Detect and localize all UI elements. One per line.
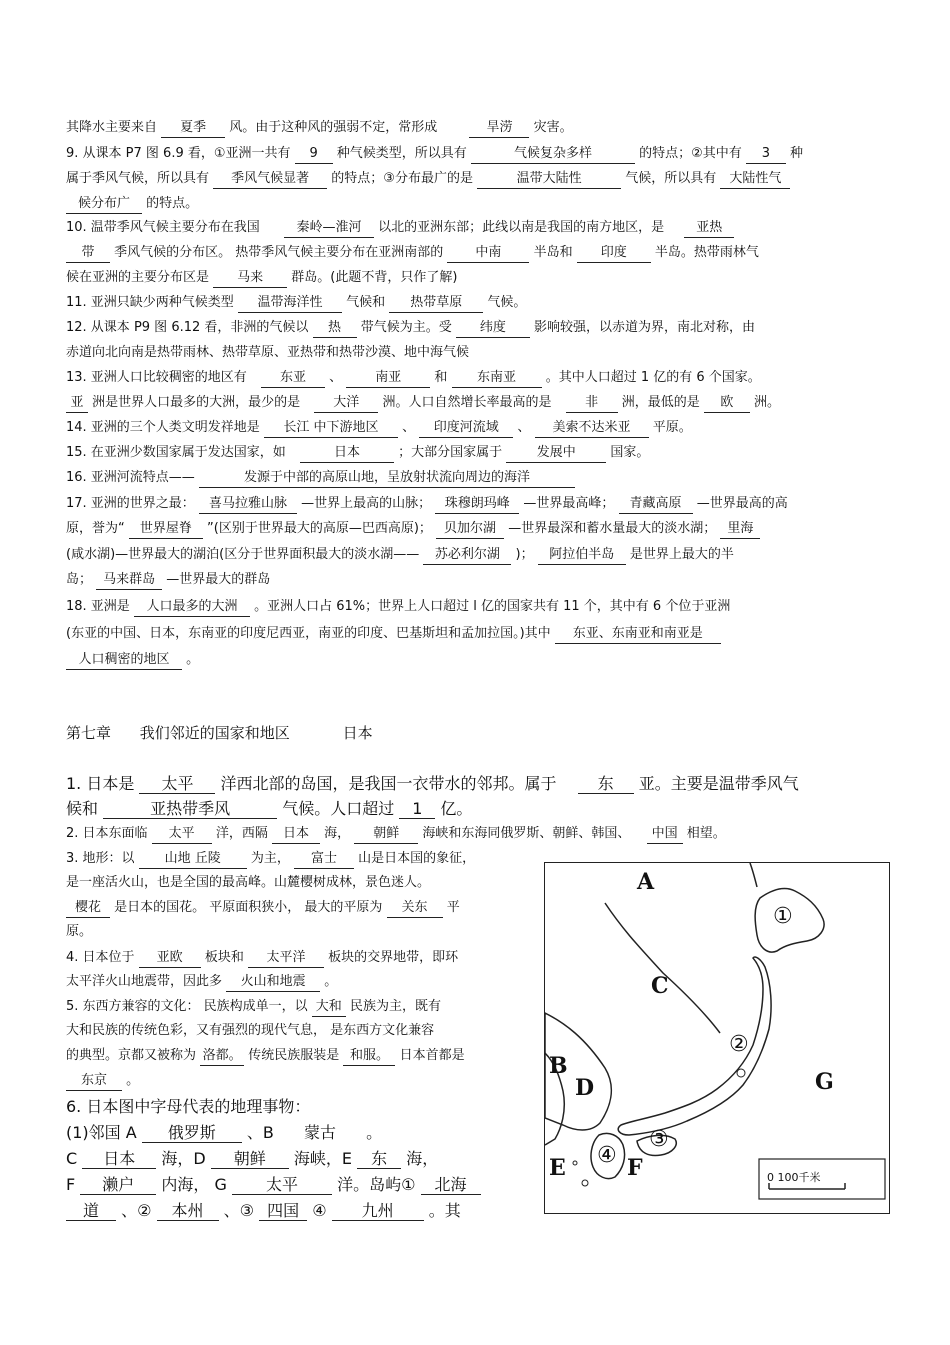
text: 的特点；③分布最广的是 xyxy=(331,171,473,186)
line-q11 xyxy=(66,293,886,313)
answer-blank: 大和 xyxy=(312,998,346,1017)
answer-blank: 温带海洋性 xyxy=(238,294,342,313)
text: 6. 日本图中字母代表的地理事物： xyxy=(66,1097,311,1116)
text: 赤道向北向南是热带雨林、热带草原、亚热带和热带沙漠、地中海气候 xyxy=(66,345,470,360)
answer-blank: 关东 xyxy=(387,899,443,918)
answer-blank: 和服。 xyxy=(343,1047,395,1066)
line-q9c xyxy=(66,194,886,214)
map-label-g: G xyxy=(815,1069,834,1095)
answer-blank: 温带大陆性 xyxy=(477,170,621,189)
map-label-a: A xyxy=(637,869,655,895)
answer-blank: 太平 xyxy=(232,1176,332,1195)
answer-blank: 9 xyxy=(295,145,333,164)
text: 的典型。京都又被称为 xyxy=(66,1048,197,1063)
answer-blank: 山地 丘陵 xyxy=(139,850,247,869)
answer-blank: 日本 xyxy=(272,825,320,844)
text: 海，D xyxy=(161,1149,206,1168)
answer-blank: 四国 xyxy=(259,1202,307,1221)
map-label-d: D xyxy=(575,1075,595,1101)
text: 15. 在亚洲少数国家属于发达国家，如 xyxy=(66,445,286,460)
chapter-topic: 日本 xyxy=(342,724,373,742)
asia-north-coast xyxy=(605,903,720,1033)
line-q18c xyxy=(66,650,886,670)
answer-blank: 东南亚 xyxy=(452,369,542,388)
text: 是世界上最大的半 xyxy=(629,547,734,562)
line-q10 xyxy=(66,218,886,238)
line-q16 xyxy=(66,468,886,488)
answer-blank: 热 xyxy=(313,319,357,338)
text: 原，誉为“ xyxy=(66,521,125,536)
text: 海， xyxy=(406,1149,439,1168)
text: (咸水湖)—世界最大的湖泊(区分于世界面积最大的淡水湖—— xyxy=(66,547,420,562)
answer-blank: 亚 xyxy=(66,394,88,413)
text: 、 xyxy=(517,420,531,435)
answer-blank: 阿拉伯半岛 xyxy=(538,546,626,565)
text: 14. 亚洲的三个人类文明发祥地是 xyxy=(66,420,260,435)
japan-q6b xyxy=(66,1147,536,1171)
answer-blank: 美索不达米亚 xyxy=(535,419,649,438)
text: 洲。人口自然增长率最高的是 xyxy=(382,395,552,410)
text: 洲是世界人口最多的大洲，最少的是 xyxy=(92,395,301,410)
text: 气候。人口超过 xyxy=(282,799,395,818)
text: 灾害。 xyxy=(533,120,573,135)
text: 气候，所以具有 xyxy=(625,171,717,186)
answer-blank: 纬度 xyxy=(456,319,530,338)
answer-blank: 太平 xyxy=(139,775,215,794)
answer-blank: 樱花 xyxy=(66,899,110,918)
line-monsoon xyxy=(66,118,886,138)
sakhalin-tip xyxy=(750,863,757,887)
answer-blank: 大洋 xyxy=(314,394,378,413)
text: 是一座活火山，也是全国的最高峰。山麓樱树成林，景色迷人。 xyxy=(66,875,431,890)
text: —世界最高的高 xyxy=(696,496,788,511)
island-marker-3: ③ xyxy=(649,1127,669,1152)
text: 。 xyxy=(324,974,338,989)
text: —世界上最高的山脉； xyxy=(301,496,432,511)
island-marker-2: ② xyxy=(729,1032,749,1057)
text: 9. 从课本 P7 图 6.9 看，①亚洲一共有 xyxy=(66,146,291,161)
japan-q1 xyxy=(66,772,886,796)
japan-q3 xyxy=(66,849,536,869)
line-q17b xyxy=(66,519,886,539)
answer-blank: 苏必利尔湖 xyxy=(423,546,511,565)
answer-blank: 北海 xyxy=(421,1176,481,1195)
line-q13b xyxy=(66,393,886,413)
text: —世界最深和蓄水量最大的淡水湖； xyxy=(508,521,717,536)
text: (东亚的中国、日本，东南亚的印度尼西亚，南亚的印度、巴基斯坦和孟加拉国。)其中 xyxy=(66,626,551,641)
answer-blank: 俄罗斯 xyxy=(142,1124,242,1143)
answer-blank: 1 xyxy=(399,800,435,819)
island-marker-1: ① xyxy=(773,904,793,929)
text: 山是日本国的象征， xyxy=(358,851,476,866)
answer-blank: 太平 xyxy=(152,825,212,844)
answer-blank: 热带草原 xyxy=(389,294,483,313)
answer-blank: 濑户 xyxy=(80,1176,156,1195)
answer-blank: 欧 xyxy=(704,394,750,413)
answer-blank: 人口最多的大洲 xyxy=(134,598,250,617)
text: 板块和 xyxy=(204,950,244,965)
japan-q6 xyxy=(66,1095,536,1119)
answer-blank: 东 xyxy=(578,775,634,794)
text: 海， xyxy=(324,826,351,841)
chapter-name: 我们邻近的国家和地区 xyxy=(139,724,290,742)
text: 16. 亚洲河流特点—— xyxy=(66,470,195,485)
text: 洲。 xyxy=(754,395,781,410)
japan-q2 xyxy=(66,824,886,844)
text: 海峡和东海同俄罗斯、朝鲜、韩国、 xyxy=(422,826,631,841)
answer-blank: 火山和地震 xyxy=(226,973,320,992)
text: 海峡，E xyxy=(293,1149,352,1168)
text: —世界最高峰； xyxy=(523,496,615,511)
chapter-number: 第七章 xyxy=(66,724,112,742)
chapter-title xyxy=(66,722,397,744)
island-marker-4: ④ xyxy=(597,1143,617,1168)
text: 、 xyxy=(329,370,343,385)
text: 13. 亚洲人口比较稠密的地区有 xyxy=(66,370,247,385)
text: 3. 地形：以 xyxy=(66,851,135,866)
text: 的特点；②其中有 xyxy=(639,146,742,161)
answer-blank: 发展中 xyxy=(506,444,606,463)
answer-blank: 亚欧 xyxy=(139,949,201,968)
answer-blank: 珠穆朗玛峰 xyxy=(435,495,519,514)
text: 洋西北部的岛国，是我国一衣带水的邻邦。属于 xyxy=(220,774,557,793)
text: 、② xyxy=(121,1201,152,1220)
line-q10b xyxy=(66,243,886,263)
text: 半岛。热带雨林气 xyxy=(654,245,759,260)
answer-blank: 东亚 xyxy=(261,369,325,388)
text: 内海， G xyxy=(161,1175,227,1194)
japan-q3b xyxy=(66,873,536,893)
text: 种气候类型，所以具有 xyxy=(336,146,467,161)
text: 民族为主，既有 xyxy=(349,999,441,1014)
text: 。 xyxy=(126,1073,140,1088)
answer-blank: 发源于中部的高原山地，呈放射状流向周边的海洋 xyxy=(199,469,575,488)
japan-q6d xyxy=(66,1199,536,1223)
line-q15 xyxy=(66,443,886,463)
answer-blank: 人口稠密的地区 xyxy=(66,651,182,670)
line-q18b xyxy=(66,624,886,644)
japan-q6c xyxy=(66,1173,536,1197)
line-q9b xyxy=(66,169,886,189)
answer-blank: 东亚、东南亚和南亚是 xyxy=(555,625,721,644)
answer-blank: 长江 中下游地区 xyxy=(264,419,398,438)
map-label-f: F xyxy=(627,1155,643,1181)
line-q9 xyxy=(66,144,886,164)
answer-blank: 朝鲜 xyxy=(211,1150,289,1169)
text: 12. 从课本 P9 图 6.12 看，非洲的气候以 xyxy=(66,320,309,335)
answer-blank: 日本 xyxy=(300,444,394,463)
answer-blank: 中南 xyxy=(447,244,529,263)
text: 和 xyxy=(434,370,448,385)
answer-blank: 青藏高原 xyxy=(619,495,693,514)
answer-blank: 东 xyxy=(357,1150,401,1169)
text: 群岛。(此题不背，只作了解) xyxy=(291,270,458,285)
japan-q5d xyxy=(66,1071,536,1091)
answer-blank: 气候复杂多样 xyxy=(471,145,635,164)
answer-blank: 非 xyxy=(566,394,618,413)
japan-map-drawing xyxy=(545,863,889,1213)
text: 候在亚洲的主要分布区是 xyxy=(66,270,210,285)
answer-blank: 夏季 xyxy=(161,119,225,138)
line-q12b xyxy=(66,343,886,363)
text: 风。由于这种风的强弱不定，常形成 xyxy=(229,120,438,135)
text: 17. 亚洲的世界之最： xyxy=(66,496,195,511)
text: 洲，最低的是 xyxy=(621,395,700,410)
text: 影响较强，以赤道为界，南北对称，由 xyxy=(533,320,755,335)
text: 传统民族服装是 xyxy=(248,1048,340,1063)
small-island xyxy=(573,1161,577,1165)
text: 、B xyxy=(246,1123,274,1142)
text: 1. 日本是 xyxy=(66,774,135,793)
text: (1)邻国 A xyxy=(66,1123,137,1142)
answer-blank: 南亚 xyxy=(346,369,430,388)
answer-blank: 本州 xyxy=(157,1202,219,1221)
text: 大和民族的传统色彩，又有强烈的现代气息， 是东西方文化兼容 xyxy=(66,1023,435,1038)
text: 11. 亚洲只缺少两种气候类型 xyxy=(66,295,234,310)
text: —世界最大的群岛 xyxy=(166,572,271,587)
answer-blank: 世界屋脊 xyxy=(129,520,203,539)
answer-blank: 马来 xyxy=(213,269,287,288)
text: 亚。主要是温带季风气 xyxy=(638,774,799,793)
text: 季风气候的分布区。 热带季风气候主要分布在亚洲南部的 xyxy=(114,245,444,260)
answer-blank: 里海 xyxy=(720,520,760,539)
answer-blank: 带 xyxy=(66,244,110,263)
text: 板块的交界地带，即环 xyxy=(328,950,459,965)
small-island xyxy=(737,1069,745,1077)
line-q10c xyxy=(66,268,886,288)
text: 4. 日本位于 xyxy=(66,950,135,965)
japan-q3d xyxy=(66,922,536,942)
japan-q4b xyxy=(66,972,536,992)
map-label-b: B xyxy=(549,1053,568,1079)
text: 以北的亚洲东部；此线以南是我国的南方地区，是 xyxy=(378,220,665,235)
text: )； xyxy=(515,547,534,562)
text: 洋，西隔 xyxy=(215,826,268,841)
answer-blank: 3 xyxy=(746,145,786,164)
text: 。 xyxy=(366,1123,383,1142)
line-q17d xyxy=(66,570,886,590)
japan-q5 xyxy=(66,997,536,1017)
answer-blank: 喜马拉雅山脉 xyxy=(199,495,297,514)
answer-text: 蒙古 xyxy=(303,1123,336,1142)
text: ④ xyxy=(312,1201,327,1220)
text: 日本首都是 xyxy=(399,1048,465,1063)
text: 10. 温带季风气候主要分布在我国 xyxy=(66,220,260,235)
text: C xyxy=(66,1149,78,1168)
text: 是日本的国花。 平原面积狭小， 最大的平原为 xyxy=(114,900,383,915)
text: 、③ xyxy=(223,1201,254,1220)
text: 18. 亚洲是 xyxy=(66,599,130,614)
text: 国家。 xyxy=(610,445,650,460)
text: 平 xyxy=(446,900,460,915)
answer-blank: 印度 xyxy=(577,244,651,263)
text: 亿。 xyxy=(440,799,473,818)
text: 岛； xyxy=(66,572,93,587)
answer-blank: 印度河流域 xyxy=(419,419,513,438)
line-q18 xyxy=(66,597,886,617)
line-q17 xyxy=(66,494,886,514)
small-island xyxy=(582,1180,588,1186)
text: ；大部分国家属于 xyxy=(398,445,503,460)
map-label-e: E xyxy=(549,1155,566,1181)
answer-blank: 东京 xyxy=(66,1072,122,1091)
japan-q3c xyxy=(66,898,536,918)
answer-blank: 太平洋 xyxy=(248,949,324,968)
text: 半岛和 xyxy=(533,245,573,260)
text: 5. 东西方兼容的文化： 民族构成单一，以 xyxy=(66,999,308,1014)
answer-blank: 亚热 xyxy=(684,219,734,238)
answer-blank: 季风气候显著 xyxy=(213,170,327,189)
text: 。 xyxy=(186,652,200,667)
line-q13 xyxy=(66,368,886,388)
text: 候和 xyxy=(66,799,99,818)
text: 平原。 xyxy=(652,420,692,435)
japan-q5c xyxy=(66,1046,536,1066)
answer-blank: 大陆性气 xyxy=(720,170,790,189)
answer-blank: 旱涝 xyxy=(469,119,529,138)
line-q17c xyxy=(66,545,886,565)
text: 为主， xyxy=(250,851,290,866)
text: 的特点。 xyxy=(146,196,199,211)
text: 属于季风气候，所以具有 xyxy=(66,171,210,186)
text: 其降水主要来自 xyxy=(66,120,158,135)
answer-blank: 马来群岛 xyxy=(96,571,162,590)
line-q14 xyxy=(66,418,886,438)
line-q12 xyxy=(66,318,886,338)
text: 气候。 xyxy=(487,295,527,310)
japan-map xyxy=(544,862,890,1214)
text: 。亚洲人口占 61%；世界上人口超过 l 亿的国家共有 11 个，其中有 6 个位于亚洲 xyxy=(254,599,731,614)
text: 种 xyxy=(790,146,804,161)
text: 、 xyxy=(402,420,416,435)
japan-q5b xyxy=(66,1021,536,1041)
text: 2. 日本东面临 xyxy=(66,826,148,841)
text: 。其中人口超过 1 亿的有 6 个国家。 xyxy=(545,370,761,385)
text: 太平洋火山地震带，因此多 xyxy=(66,974,223,989)
text: 原。 xyxy=(66,924,93,939)
japan-q4 xyxy=(66,948,536,968)
japan-q1b xyxy=(66,797,886,821)
text: 带气候为主。受 xyxy=(360,320,452,335)
text: 洋。岛屿① xyxy=(337,1175,416,1194)
answer-blank: 秦岭—淮河 xyxy=(284,219,374,238)
scale-label: 0 100千米 xyxy=(767,1171,821,1184)
answer-blank: 贝加尔湖 xyxy=(436,520,504,539)
text: 气候和 xyxy=(346,295,386,310)
answer-blank: 富士 xyxy=(294,850,354,869)
answer-blank: 亚热带季风 xyxy=(103,800,277,819)
answer-blank: 日本 xyxy=(82,1150,156,1169)
text: F xyxy=(66,1175,76,1194)
answer-blank: 朝鲜 xyxy=(354,825,418,844)
text: 。其 xyxy=(428,1201,461,1220)
text: ”(区别于世界最大的高原—巴西高原)； xyxy=(207,521,432,536)
map-label-c: C xyxy=(651,973,669,999)
japan-q6a xyxy=(66,1121,536,1145)
answer-blank: 洛都。 xyxy=(200,1047,244,1066)
answer-blank: 中国 xyxy=(647,825,683,844)
answer-blank: 道 xyxy=(66,1202,116,1221)
answer-blank: 候分布广 xyxy=(66,195,142,214)
text: 相望。 xyxy=(686,826,726,841)
answer-blank: 九州 xyxy=(332,1202,424,1221)
